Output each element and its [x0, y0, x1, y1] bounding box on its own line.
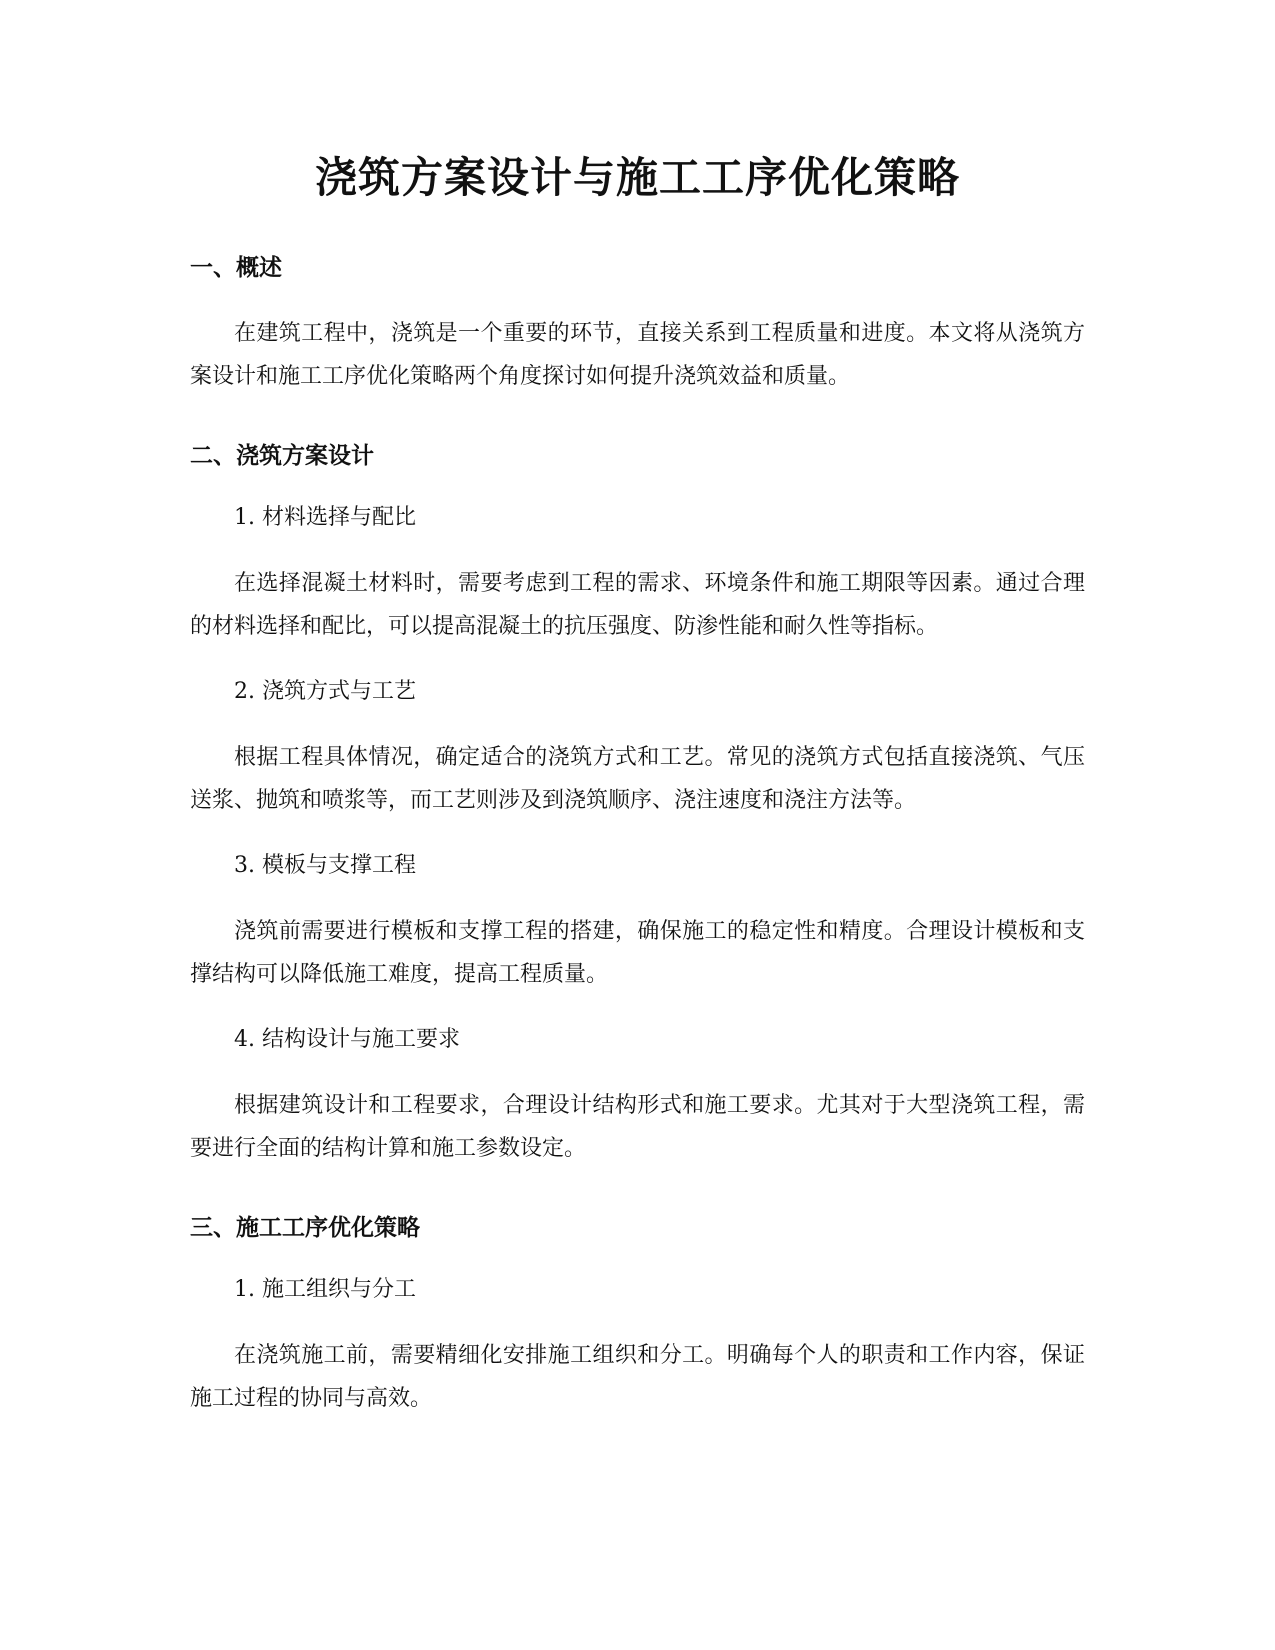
section-heading-overview: 一、概述	[190, 255, 282, 281]
pouring-method-paragraph: 根据工程具体情况，确定适合的浇筑方式和工艺。常见的浇筑方式包括直接浇筑、气压送浆、抛筑和喷浆等，而工艺则涉及到浇筑顺序、浇注速度和浇注方法等。	[190, 745, 1085, 813]
section-heading-design: 二、浇筑方案设计	[190, 443, 374, 469]
materials-paragraph: 在选择混凝土材料时，需要考虑到工程的需求、环境条件和施工期限等因素。通过合理的材料选择和配比，可以提高混凝土的抗压强度、防渗性能和耐久性等指标。	[190, 571, 1085, 639]
formwork-paragraph: 浇筑前需要进行模板和支撑工程的搭建，确保施工的稳定性和精度。合理设计模板和支撑结构可以降低施工难度，提高工程质量。	[190, 919, 1085, 987]
subheading-formwork: 3. 模板与支撑工程	[234, 853, 416, 878]
document-title: 浇筑方案设计与施工工序优化策略	[314, 153, 960, 202]
subheading-pouring-method: 2. 浇筑方式与工艺	[234, 679, 416, 704]
section-heading-optimization: 三、施工工序优化策略	[190, 1215, 420, 1241]
subheading-structure: 4. 结构设计与施工要求	[234, 1027, 460, 1052]
subheading-materials: 1. 材料选择与配比	[234, 505, 416, 530]
overview-paragraph: 在建筑工程中，浇筑是一个重要的环节，直接关系到工程质量和进度。本文将从浇筑方案设计和施工工序优化策略两个角度探讨如何提升浇筑效益和质量。	[190, 321, 1085, 389]
structure-paragraph: 根据建筑设计和工程要求，合理设计结构形式和施工要求。尤其对于大型浇筑工程，需要进行全面的结构计算和施工参数设定。	[190, 1093, 1085, 1161]
subheading-organization: 1. 施工组织与分工	[234, 1277, 416, 1302]
organization-paragraph: 在浇筑施工前，需要精细化安排施工组织和分工。明确每个人的职责和工作内容，保证施工过程的协同与高效。	[190, 1343, 1085, 1411]
